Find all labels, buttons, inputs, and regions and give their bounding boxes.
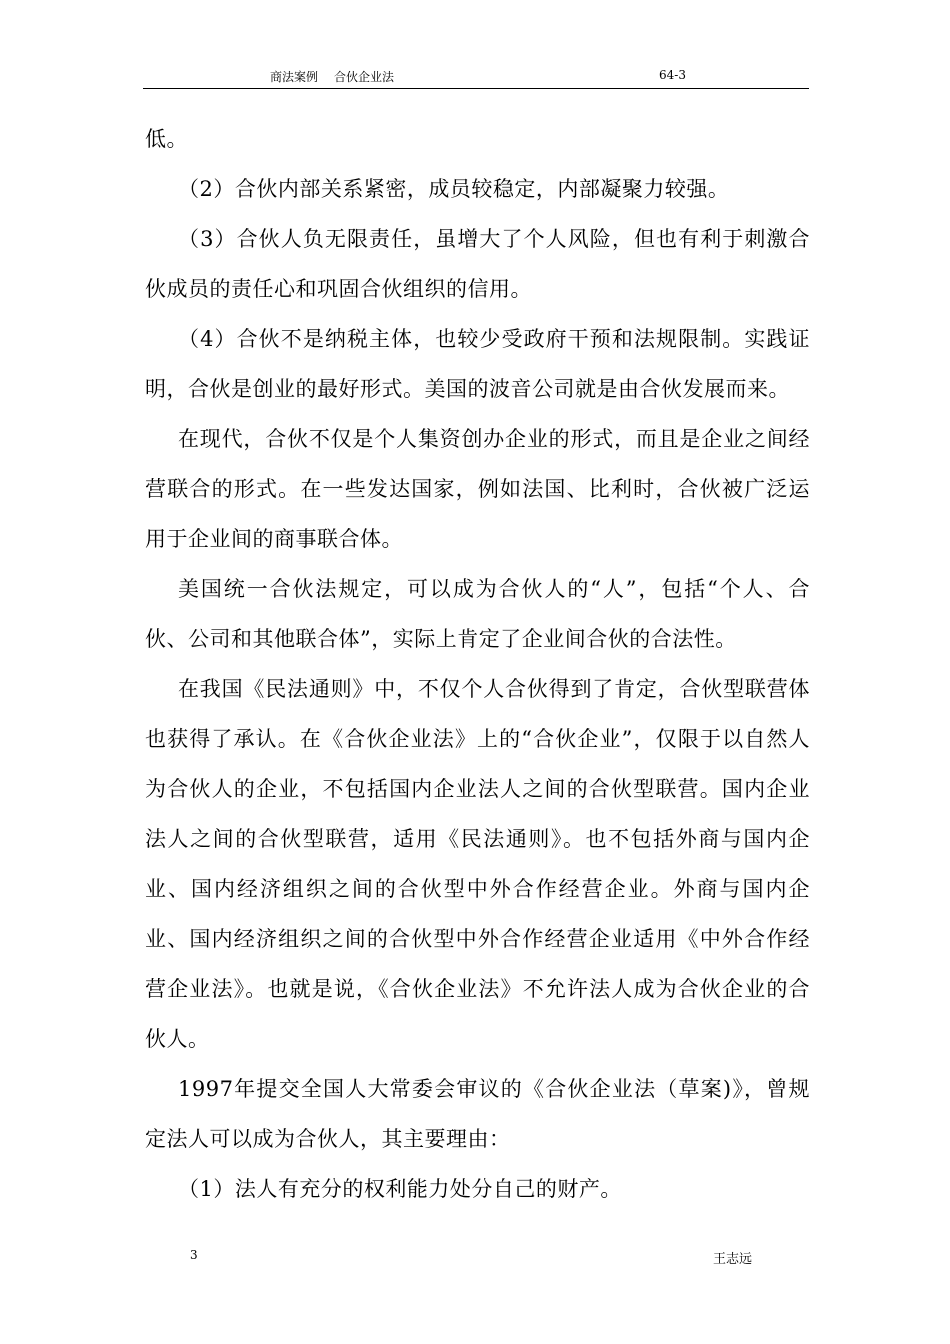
paragraph: （1）法人有充分的权利能力处分自己的财产。 [178, 1177, 622, 1201]
page-footer [143, 1248, 809, 1268]
paragraph: 1997年提交全国人大常委会审议的《合伙企业法（草案)》，曾规定法人可以成为合伙人，其主要理由： [145, 1077, 810, 1151]
paragraph: 低。 [145, 127, 188, 151]
paragraph: 在我国《民法通则》中，不仅个人合伙得到了肯定，合伙型联营体也获得了承认。在《合伙企业法》上的“合伙企业”，仅限于以自然人为合伙人的企业，不包括国内企业法人之间的合伙型联营。国内企业法人之间的合伙型联营，适用《民法通则》。也不包括外商与国内企业、国内经济组织之间的合伙型中外合作经营企业。外商与国内企业、国内经济组织之间的合伙型中外合作经营企业适用《中外合作经营企业法》。也就是说，《合伙企业法》不允许法人成为合伙企业的合伙人。 [145, 677, 810, 1051]
page-number: 3 [190, 1248, 198, 1262]
header-topic: 合伙企业法 [334, 70, 395, 84]
paragraph: （2）合伙内部关系紧密，成员较稳定，内部凝聚力较强。 [178, 177, 730, 201]
paragraph: （4）合伙不是纳税主体，也较少受政府干预和法规限制。实践证明，合伙是创业的最好形式。美国的波音公司就是由合伙发展而来。 [145, 327, 810, 401]
author-name: 王志远 [713, 1252, 753, 1267]
header-title [270, 68, 394, 85]
document-body [145, 114, 810, 1214]
paragraph: （3）合伙人负无限责任，虽增大了个人风险，但也有利于刺激合伙成员的责任心和巩固合伙组织的信用。 [145, 227, 810, 301]
page-header [143, 64, 809, 89]
header-course: 商法案例 [270, 70, 319, 84]
paragraph: 美国统一合伙法规定，可以成为合伙人的“人”，包括“个人、合伙、公司和其他联合体”，实际上肯定了企业间合伙的合法性。 [145, 577, 810, 651]
header-code: 64-3 [659, 68, 686, 82]
paragraph: 在现代，合伙不仅是个人集资创办企业的形式，而且是企业之间经营联合的形式。在一些发达国家，例如法国、比利时，合伙被广泛运用于企业间的商事联合体。 [145, 427, 810, 551]
